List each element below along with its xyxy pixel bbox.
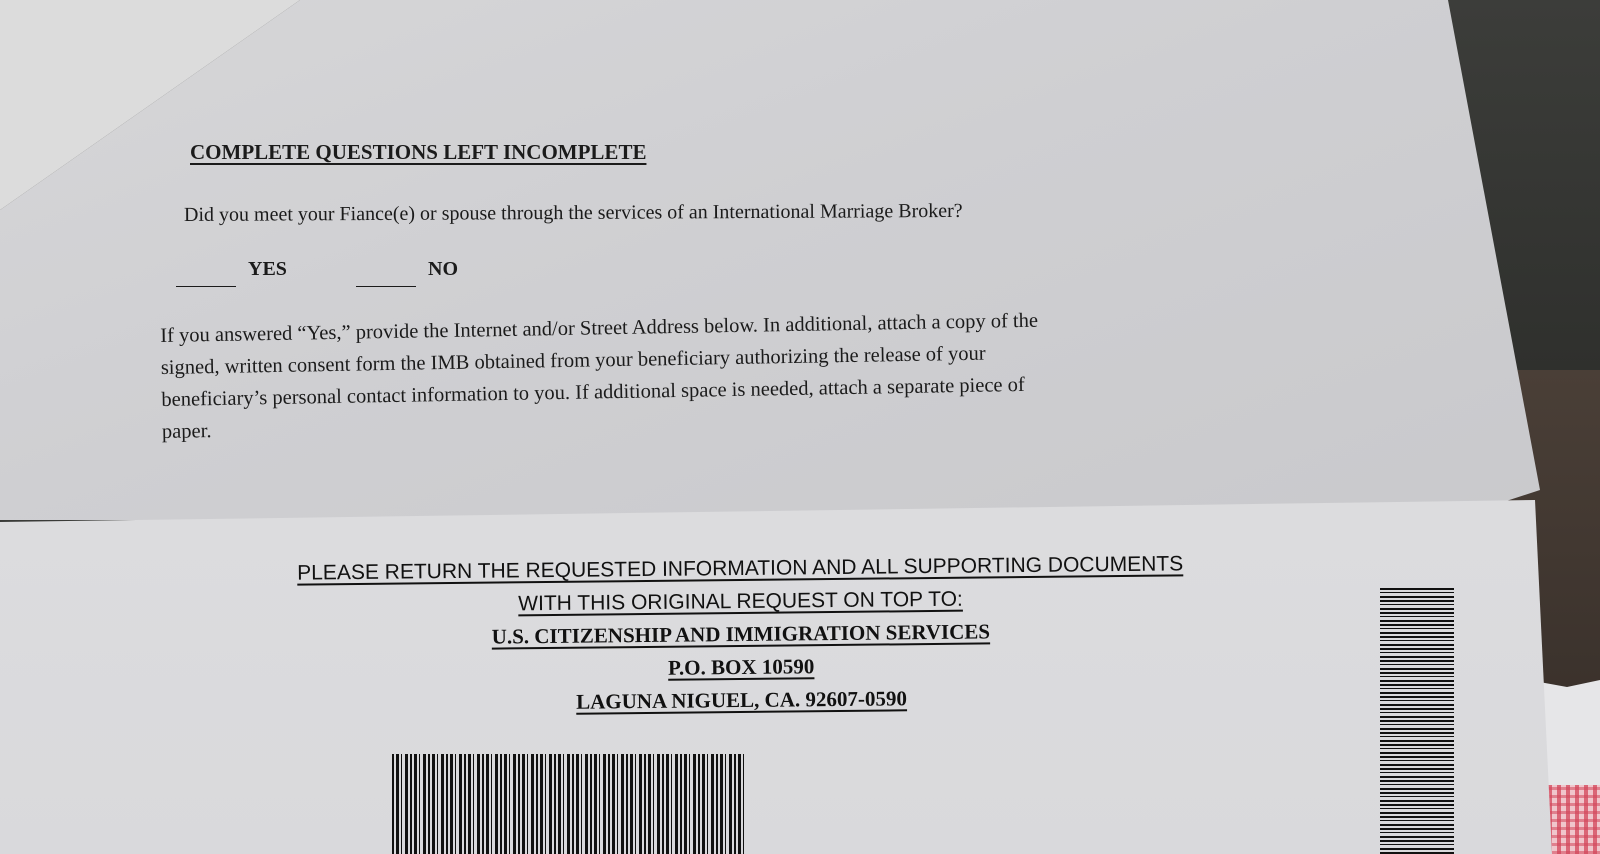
no-label: NO	[428, 258, 458, 280]
barcode-bottom	[392, 754, 744, 854]
instructions-line: beneficiary’s personal contact information to you. If additional space is needed, attach a separate piece of	[161, 373, 1025, 411]
instructions-line: paper.	[161, 420, 212, 443]
no-answer-blank[interactable]	[356, 262, 416, 287]
answer-options	[176, 258, 496, 288]
instructions-line: signed, written consent form the IMB obtained from your beneficiary authorizing the release of your	[160, 342, 986, 379]
barcode-side	[1380, 588, 1454, 854]
instructions-line: If you answered “Yes,” provide the Internet and/or Street Address below. In additional, attach a copy of the	[160, 309, 1039, 347]
address-line: U.S. CITIZENSHIP AND IMMIGRATION SERVICES	[491, 619, 991, 649]
yes-label: YES	[248, 258, 287, 280]
address-line: LAGUNA NIGUEL, CA. 92607-0590	[576, 686, 908, 714]
section-heading: COMPLETE QUESTIONS LEFT INCOMPLETE	[190, 140, 647, 164]
return-notice-line: WITH THIS ORIGINAL REQUEST ON TOP TO:	[518, 587, 963, 616]
return-notice-line: PLEASE RETURN THE REQUESTED INFORMATION AND ALL SUPPORTING DOCUMENTS	[297, 552, 1184, 585]
return-address-block	[200, 546, 1282, 722]
broker-question: Did you meet your Fiance(e) or spouse through the services of an International Marriage Broker?	[183, 199, 963, 226]
instructions-paragraph	[160, 300, 1302, 448]
yes-answer-blank[interactable]	[176, 262, 236, 287]
address-line: P.O. BOX 10590	[667, 654, 815, 680]
